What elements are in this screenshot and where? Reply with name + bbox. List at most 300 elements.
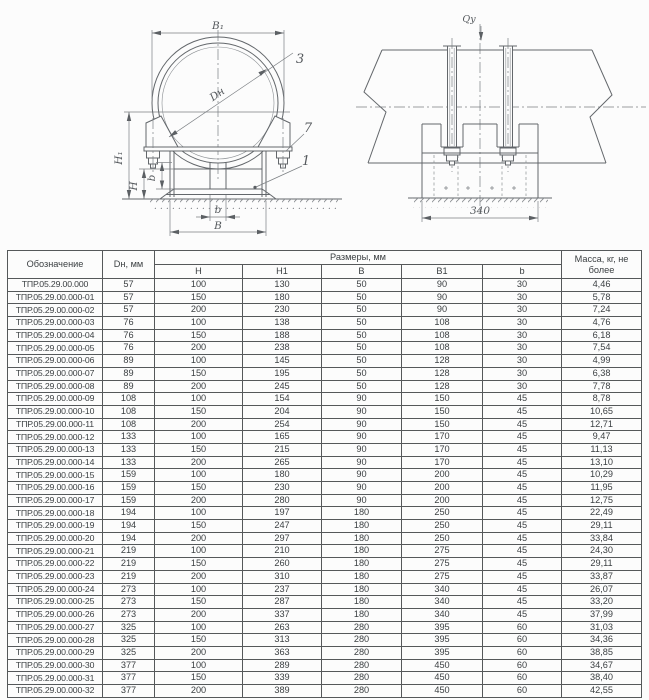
cell-B1: 275: [402, 558, 483, 571]
cell-dn: 159: [103, 469, 155, 482]
cell-H1: 310: [243, 570, 322, 583]
dim-340-label: 340: [469, 205, 491, 217]
cell-B1: 128: [402, 380, 483, 393]
cell-B: 90: [322, 393, 402, 406]
table-row: [8, 342, 642, 355]
cell-designation: ТПР.05.29.00.000-25: [8, 596, 103, 609]
table-row: [8, 355, 642, 368]
cell-designation: ТПР.05.29.00.000-22: [8, 558, 103, 571]
cell-designation: ТПР.05.29.00.000-16: [8, 482, 103, 495]
cell-B1: 395: [402, 634, 483, 647]
cell-b: 45: [483, 608, 562, 621]
cell-B1: 200: [402, 482, 483, 495]
cell-dn: 159: [103, 494, 155, 507]
cell-dn: 108: [103, 393, 155, 406]
cell-H: 100: [155, 355, 243, 368]
cell-H1: 337: [243, 608, 322, 621]
cell-H1: 289: [243, 659, 322, 672]
cell-H: 200: [155, 570, 243, 583]
cell-mass: 12,71: [562, 418, 642, 431]
cell-H1: 280: [243, 494, 322, 507]
cell-designation: ТПР.05.29.00.000-21: [8, 545, 103, 558]
cell-b: 45: [483, 418, 562, 431]
ground-hatch-front: [150, 199, 338, 209]
cell-B: 180: [322, 570, 402, 583]
cell-mass: 42,55: [562, 685, 642, 698]
cell-designation: ТПР.05.29.00.000-06: [8, 355, 103, 368]
cell-B1: 395: [402, 621, 483, 634]
cell-mass: 24,30: [562, 545, 642, 558]
cell-B: 180: [322, 520, 402, 533]
cell-H1: 254: [243, 418, 322, 431]
callout-7: 7: [303, 121, 313, 136]
cell-b: 60: [483, 646, 562, 659]
cell-H1: 247: [243, 520, 322, 533]
cell-mass: 9,47: [562, 431, 642, 444]
cell-mass: 12,75: [562, 494, 642, 507]
cell-dn: 159: [103, 482, 155, 495]
cell-mass: 8,78: [562, 393, 642, 406]
cell-mass: 7,54: [562, 342, 642, 355]
cell-H: 200: [155, 456, 243, 469]
cell-b: 45: [483, 545, 562, 558]
cell-H: 100: [155, 621, 243, 634]
cell-H1: 188: [243, 329, 322, 342]
cell-b: 30: [483, 304, 562, 317]
cell-B1: 340: [402, 596, 483, 609]
cell-designation: ТПР.05.29.00.000-17: [8, 494, 103, 507]
cell-mass: 6,38: [562, 367, 642, 380]
cell-B1: 128: [402, 355, 483, 368]
table-row: [8, 570, 642, 583]
cell-H: 100: [155, 431, 243, 444]
cell-b: 60: [483, 659, 562, 672]
cell-b: 30: [483, 367, 562, 380]
cell-dn: 76: [103, 317, 155, 330]
cell-H: 200: [155, 380, 243, 393]
spec-table: [7, 250, 642, 698]
cell-H: 200: [155, 646, 243, 659]
side-view: [356, 14, 646, 222]
cell-H1: 197: [243, 507, 322, 520]
cell-designation: ТПР.05.29.00.000-13: [8, 443, 103, 456]
cell-H1: 265: [243, 456, 322, 469]
cell-dn: 273: [103, 596, 155, 609]
col-header-B1: В1: [402, 265, 483, 279]
cell-b: 60: [483, 685, 562, 698]
cell-B1: 250: [402, 532, 483, 545]
cell-B1: 170: [402, 443, 483, 456]
cell-B1: 200: [402, 469, 483, 482]
cell-H: 200: [155, 532, 243, 545]
cell-H: 100: [155, 545, 243, 558]
table-row: [8, 583, 642, 596]
dim-b1-label: B₁: [212, 20, 224, 32]
cell-B: 90: [322, 405, 402, 418]
base-flange: [144, 147, 292, 151]
cell-B: 50: [322, 380, 402, 393]
cell-H1: 215: [243, 443, 322, 456]
cell-B1: 108: [402, 342, 483, 355]
cell-H: 150: [155, 558, 243, 571]
cell-dn: 133: [103, 431, 155, 444]
load-label: Qy: [462, 14, 476, 25]
cell-designation: ТПР.05.29.00.000-04: [8, 329, 103, 342]
technical-drawing: [0, 0, 649, 250]
cell-designation: ТПР.05.29.00.000-31: [8, 672, 103, 685]
cell-mass: 11,13: [562, 443, 642, 456]
table-row: [8, 634, 642, 647]
cell-mass: 31,03: [562, 621, 642, 634]
cell-mass: 7,78: [562, 380, 642, 393]
table-row: [8, 532, 642, 545]
cell-B1: 395: [402, 646, 483, 659]
cell-b: 45: [483, 520, 562, 533]
table-row: [8, 558, 642, 571]
cell-H: 200: [155, 342, 243, 355]
cell-b: 45: [483, 507, 562, 520]
cell-B: 280: [322, 659, 402, 672]
cell-H1: 238: [243, 342, 322, 355]
cell-H: 100: [155, 469, 243, 482]
col-header-H1: Н1: [243, 265, 322, 279]
cell-B1: 170: [402, 431, 483, 444]
cell-B: 90: [322, 418, 402, 431]
cell-B: 50: [322, 329, 402, 342]
cell-dn: 57: [103, 304, 155, 317]
cell-b: 30: [483, 380, 562, 393]
cell-designation: ТПР.05.29.00.000-26: [8, 608, 103, 621]
cell-H1: 230: [243, 482, 322, 495]
cell-designation: ТПР.05.29.00.000-32: [8, 685, 103, 698]
cell-b: 45: [483, 558, 562, 571]
cell-designation: ТПР.05.29.00.000-30: [8, 659, 103, 672]
cell-H1: 230: [243, 304, 322, 317]
cell-dn: 89: [103, 367, 155, 380]
cell-H1: 313: [243, 634, 322, 647]
cell-mass: 29,11: [562, 558, 642, 571]
cell-B: 180: [322, 608, 402, 621]
cell-H: 200: [155, 304, 243, 317]
cell-H1: 237: [243, 583, 322, 596]
cell-dn: 377: [103, 672, 155, 685]
cell-B: 90: [322, 494, 402, 507]
cell-mass: 4,46: [562, 279, 642, 292]
table-row: [8, 291, 642, 304]
cell-dn: 325: [103, 621, 155, 634]
cell-H: 200: [155, 608, 243, 621]
cell-designation: ТПР.05.29.00.000-19: [8, 520, 103, 533]
col-header-designation: Обозначение: [8, 251, 103, 279]
cell-dn: 89: [103, 380, 155, 393]
cell-dn: 273: [103, 608, 155, 621]
cell-H1: 339: [243, 672, 322, 685]
col-header-H: Н: [155, 265, 243, 279]
cell-mass: 34,36: [562, 634, 642, 647]
cell-designation: ТПР.05.29.00.000-11: [8, 418, 103, 431]
cell-dn: 89: [103, 355, 155, 368]
cell-dn: 377: [103, 659, 155, 672]
cell-H1: 165: [243, 431, 322, 444]
cell-B: 180: [322, 532, 402, 545]
table-row: [8, 329, 642, 342]
cell-dn: 273: [103, 583, 155, 596]
cell-dn: 377: [103, 685, 155, 698]
cell-B1: 340: [402, 583, 483, 596]
cell-H1: 363: [243, 646, 322, 659]
cell-mass: 10,29: [562, 469, 642, 482]
cell-dn: 194: [103, 520, 155, 533]
cell-H: 200: [155, 494, 243, 507]
table-row: [8, 520, 642, 533]
clamp-foot-left: [146, 116, 178, 147]
cell-B1: 150: [402, 405, 483, 418]
cell-mass: 34,67: [562, 659, 642, 672]
cell-B1: 450: [402, 672, 483, 685]
cell-H1: 210: [243, 545, 322, 558]
cell-B: 280: [322, 685, 402, 698]
cell-B: 280: [322, 621, 402, 634]
cell-B1: 450: [402, 659, 483, 672]
cell-designation: ТПР.05.29.00.000: [8, 279, 103, 292]
table-row: [8, 494, 642, 507]
col-header-mass: Масса, кг, не более: [562, 251, 642, 279]
table-row: [8, 646, 642, 659]
cell-H: 150: [155, 329, 243, 342]
cell-dn: 194: [103, 532, 155, 545]
dim-h1-label: H₁: [113, 151, 125, 165]
cell-B: 180: [322, 558, 402, 571]
cell-B: 50: [322, 355, 402, 368]
table-row: [8, 443, 642, 456]
cell-designation: ТПР.05.29.00.000-27: [8, 621, 103, 634]
cell-designation: ТПР.05.29.00.000-10: [8, 405, 103, 418]
cell-mass: 33,87: [562, 570, 642, 583]
cell-B1: 108: [402, 329, 483, 342]
cell-H: 150: [155, 596, 243, 609]
cell-H: 150: [155, 520, 243, 533]
table-row: [8, 380, 642, 393]
cell-b: 45: [483, 456, 562, 469]
cell-B1: 340: [402, 608, 483, 621]
cell-H1: 138: [243, 317, 322, 330]
table-row: [8, 456, 642, 469]
cell-designation: ТПР.05.29.00.000-15: [8, 469, 103, 482]
cell-mass: 10,65: [562, 405, 642, 418]
cell-B: 50: [322, 367, 402, 380]
cell-B1: 90: [402, 279, 483, 292]
callout-1: 1: [301, 154, 311, 169]
cell-H1: 145: [243, 355, 322, 368]
col-header-B: В: [322, 265, 402, 279]
cell-B1: 275: [402, 570, 483, 583]
cell-B: 180: [322, 583, 402, 596]
cell-B: 90: [322, 443, 402, 456]
clamp-foot-right: [258, 116, 290, 147]
cell-dn: 194: [103, 507, 155, 520]
cell-dn: 219: [103, 570, 155, 583]
cell-mass: 5,78: [562, 291, 642, 304]
cell-H: 200: [155, 418, 243, 431]
table-row: [8, 405, 642, 418]
cell-designation: ТПР.05.29.00.000-29: [8, 646, 103, 659]
cell-H: 100: [155, 279, 243, 292]
cell-dn: 57: [103, 291, 155, 304]
cell-H: 100: [155, 583, 243, 596]
cell-B: 50: [322, 291, 402, 304]
cell-b: 30: [483, 291, 562, 304]
cell-b: 45: [483, 596, 562, 609]
cell-dn: 76: [103, 329, 155, 342]
pipe-side: [364, 50, 612, 163]
cell-B: 50: [322, 342, 402, 355]
cell-B1: 90: [402, 304, 483, 317]
cell-B1: 450: [402, 685, 483, 698]
cell-H1: 245: [243, 380, 322, 393]
cell-b: 45: [483, 431, 562, 444]
cell-H: 100: [155, 393, 243, 406]
cell-B: 50: [322, 317, 402, 330]
cell-b: 45: [483, 469, 562, 482]
cell-H1: 204: [243, 405, 322, 418]
cell-b: 45: [483, 405, 562, 418]
cell-B: 180: [322, 596, 402, 609]
cell-mass: 33,20: [562, 596, 642, 609]
dim-b-bottom-label: b: [214, 204, 222, 216]
cell-H: 100: [155, 507, 243, 520]
cell-b: 45: [483, 494, 562, 507]
cell-b: 30: [483, 279, 562, 292]
cell-B1: 108: [402, 317, 483, 330]
cell-H1: 260: [243, 558, 322, 571]
cell-B1: 250: [402, 507, 483, 520]
cell-H1: 263: [243, 621, 322, 634]
table-row: [8, 596, 642, 609]
cell-mass: 33,84: [562, 532, 642, 545]
cell-designation: ТПР.05.29.00.000-20: [8, 532, 103, 545]
table-row: [8, 431, 642, 444]
cell-B1: 250: [402, 520, 483, 533]
cell-mass: 22,49: [562, 507, 642, 520]
pipe-support-drawing: [0, 0, 649, 250]
cell-b: 30: [483, 329, 562, 342]
cell-H1: 180: [243, 469, 322, 482]
cell-H1: 195: [243, 367, 322, 380]
cell-B1: 200: [402, 494, 483, 507]
cell-B: 50: [322, 304, 402, 317]
callout-3: 3: [295, 52, 305, 67]
cell-dn: 133: [103, 456, 155, 469]
cell-b: 60: [483, 621, 562, 634]
cell-B: 280: [322, 646, 402, 659]
cell-H: 150: [155, 482, 243, 495]
cell-b: 60: [483, 634, 562, 647]
cell-mass: 26,07: [562, 583, 642, 596]
table-row: [8, 621, 642, 634]
cell-mass: 38,85: [562, 646, 642, 659]
cell-b: 60: [483, 672, 562, 685]
table-row: [8, 393, 642, 406]
cell-B1: 275: [402, 545, 483, 558]
cell-H1: 180: [243, 291, 322, 304]
cell-mass: 4,76: [562, 317, 642, 330]
cell-H: 150: [155, 405, 243, 418]
cell-H1: 297: [243, 532, 322, 545]
table-row: [8, 659, 642, 672]
cell-H: 150: [155, 672, 243, 685]
cell-designation: ТПР.05.29.00.000-24: [8, 583, 103, 596]
table-row: [8, 482, 642, 495]
dim-dn-label: Dн: [207, 85, 228, 104]
cell-designation: ТПР.05.29.00.000-01: [8, 291, 103, 304]
cell-designation: ТПР.05.29.00.000-07: [8, 367, 103, 380]
cell-mass: 7,24: [562, 304, 642, 317]
cell-designation: ТПР.05.29.00.000-02: [8, 304, 103, 317]
cell-B: 90: [322, 431, 402, 444]
cell-b: 30: [483, 342, 562, 355]
cell-B: 280: [322, 672, 402, 685]
cell-designation: ТПР.05.29.00.000-03: [8, 317, 103, 330]
cell-dn: 219: [103, 558, 155, 571]
cell-b: 45: [483, 393, 562, 406]
table-row: [8, 545, 642, 558]
dim-h-label: H: [128, 181, 140, 191]
cell-b: 45: [483, 532, 562, 545]
cell-dn: 76: [103, 342, 155, 355]
spec-table-body: [8, 279, 642, 698]
cell-B: 180: [322, 545, 402, 558]
cell-B: 180: [322, 507, 402, 520]
cell-dn: 325: [103, 634, 155, 647]
cell-H1: 287: [243, 596, 322, 609]
cell-dn: 325: [103, 646, 155, 659]
cell-B: 280: [322, 634, 402, 647]
cell-H: 200: [155, 685, 243, 698]
cell-dn: 57: [103, 279, 155, 292]
table-row: [8, 608, 642, 621]
table-row: [8, 317, 642, 330]
cell-designation: ТПР.05.29.00.000-05: [8, 342, 103, 355]
cell-mass: 11,95: [562, 482, 642, 495]
col-header-b: b: [483, 265, 562, 279]
dim-B-bottom-label: B: [214, 220, 222, 232]
table-row: [8, 279, 642, 292]
cell-mass: 13,10: [562, 456, 642, 469]
cell-H: 150: [155, 634, 243, 647]
cell-designation: ТПР.05.29.00.000-14: [8, 456, 103, 469]
front-view: [113, 20, 342, 236]
dim-b-side-label: b: [146, 174, 158, 182]
cell-dn: 108: [103, 405, 155, 418]
table-row: [8, 304, 642, 317]
table-row: [8, 367, 642, 380]
cell-H: 100: [155, 317, 243, 330]
table-row: [8, 672, 642, 685]
cell-B1: 170: [402, 456, 483, 469]
cell-H: 150: [155, 443, 243, 456]
cell-b: 30: [483, 317, 562, 330]
table-row: [8, 685, 642, 698]
cell-B: 90: [322, 456, 402, 469]
cell-B1: 128: [402, 367, 483, 380]
cell-H: 150: [155, 367, 243, 380]
cell-b: 45: [483, 482, 562, 495]
table-row: [8, 507, 642, 520]
cell-H1: 389: [243, 685, 322, 698]
cell-b: 45: [483, 583, 562, 596]
table-row: [8, 469, 642, 482]
col-header-dn: Dн, мм: [103, 251, 155, 279]
